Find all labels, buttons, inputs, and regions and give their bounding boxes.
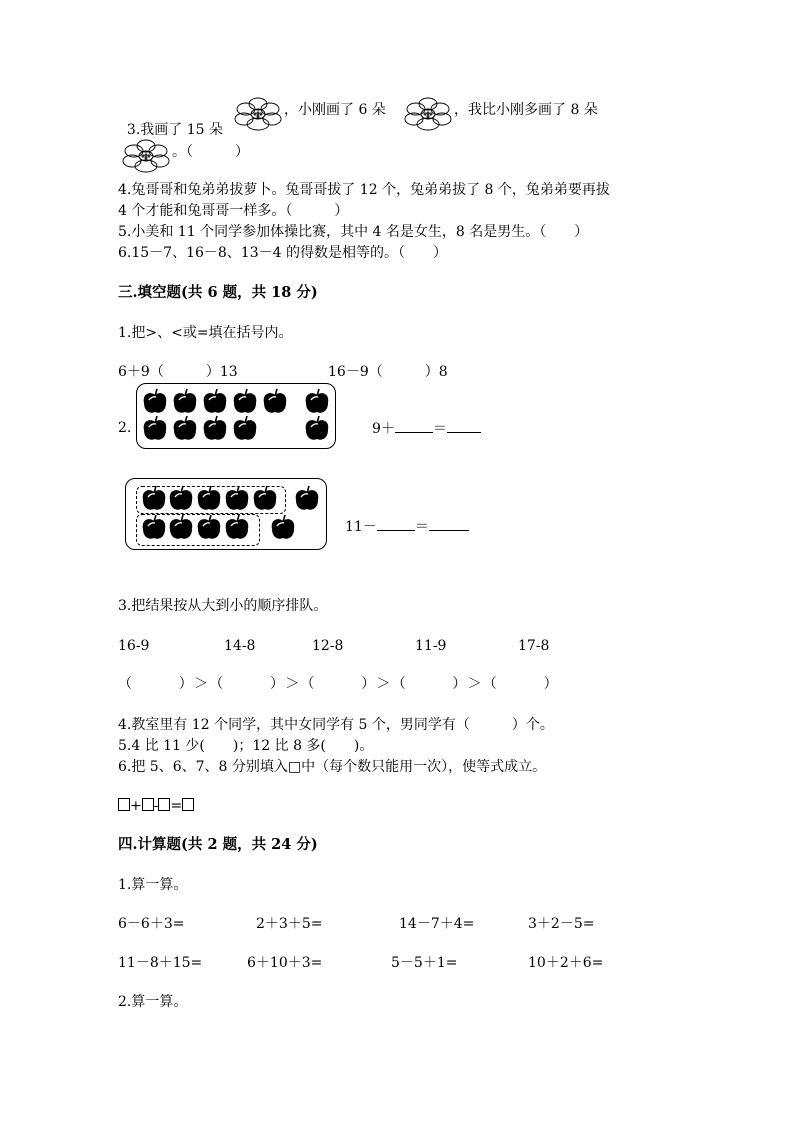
apple-icon bbox=[272, 515, 295, 539]
section4-title: 四.计算题(共 2 题，共 24 分) bbox=[118, 836, 318, 853]
q2-3-text-a: 3.我画了 15 朵 bbox=[126, 122, 223, 138]
apple-icon bbox=[204, 416, 227, 440]
apple-icon bbox=[264, 389, 287, 413]
flower-icon bbox=[122, 138, 170, 174]
q2-6-line: 6.15－7、16－8、13－4 的得数是相等的。（ ） bbox=[118, 245, 447, 261]
plus-sign: + bbox=[130, 798, 142, 814]
apple-icon bbox=[234, 416, 257, 440]
eq2-blank-2[interactable] bbox=[429, 516, 469, 531]
s4-q1-prompt: 1.算一算。 bbox=[118, 877, 188, 893]
calc-1-2: 2＋3＋5= bbox=[256, 916, 323, 932]
eq2-equals: ＝ bbox=[414, 519, 429, 535]
apple-icon bbox=[170, 486, 193, 510]
minus-sign: - bbox=[153, 798, 159, 814]
s3-q3-order-line: （ ）＞（ ）＞（ ）＞（ ）＞（ ） bbox=[118, 676, 559, 692]
apple-icon bbox=[144, 416, 167, 440]
flower-icon bbox=[234, 96, 282, 132]
apple-icon bbox=[144, 389, 167, 413]
apple-icon bbox=[226, 486, 249, 510]
q2-3-text-b: ，小刚画了 6 朵 bbox=[284, 102, 386, 118]
eq1-blank-1[interactable] bbox=[395, 418, 433, 433]
empty-box-3[interactable] bbox=[158, 798, 170, 811]
section3-title: 三.填空题(共 6 题，共 18 分) bbox=[118, 284, 318, 301]
apple-icon bbox=[170, 515, 193, 539]
s3-q3-expr-5: 17-8 bbox=[518, 638, 550, 654]
eq1-prefix: 9＋ bbox=[372, 421, 395, 437]
calc-2-1: 11－8＋15= bbox=[118, 955, 203, 971]
eq2-prefix: 11－ bbox=[345, 519, 377, 535]
apple-group-1 bbox=[136, 383, 336, 449]
q2-4-line1: 4.兔哥哥和兔弟弟拔萝卜。兔哥哥拔了 12 个，兔弟弟拔了 8 个，兔弟弟要再拔 bbox=[118, 182, 610, 198]
s3-q1-left: 6＋9（ ）13 bbox=[118, 364, 238, 380]
apple-icon bbox=[174, 389, 197, 413]
s3-q1-right: 16－9（ ）8 bbox=[328, 364, 448, 380]
calc-2-2: 6＋10＋3= bbox=[247, 955, 323, 971]
s3-q3-expr-1: 16-9 bbox=[118, 638, 150, 654]
apple-group-2 bbox=[125, 478, 329, 550]
s3-q3-prompt: 3.把结果按从大到小的顺序排队。 bbox=[118, 598, 328, 614]
calc-1-3: 14－7＋4= bbox=[399, 916, 475, 932]
apple-icon bbox=[254, 486, 277, 510]
s3-q2-number: 2. bbox=[118, 420, 132, 436]
apple-icon bbox=[174, 416, 197, 440]
eq1-blank-2[interactable] bbox=[447, 418, 481, 433]
s3-q6-prompt: 6.把 5、6、7、8 分别填入□中（每个数只能用一次），使等式成立。 bbox=[118, 759, 547, 775]
apple-icon bbox=[296, 486, 319, 510]
apple-icon bbox=[198, 486, 221, 510]
apple-icon bbox=[198, 515, 221, 539]
apple-icon bbox=[143, 515, 166, 539]
apple-icon bbox=[204, 389, 227, 413]
q2-3-text-d: 。（ ） bbox=[172, 144, 249, 160]
s4-q2-prompt: 2.算一算。 bbox=[118, 994, 188, 1010]
calc-1-4: 3＋2－5= bbox=[528, 916, 595, 932]
equals-sign: = bbox=[170, 798, 183, 814]
empty-box-2[interactable] bbox=[142, 798, 154, 811]
apple-icon bbox=[306, 389, 329, 413]
q2-3-text-c: ，我比小刚多画了 8 朵 bbox=[454, 102, 598, 118]
s3-q3-expr-3: 12-8 bbox=[312, 638, 344, 654]
calc-1-1: 6－6＋3= bbox=[118, 916, 185, 932]
s3-q2-eq2 bbox=[345, 516, 469, 537]
s3-q2-eq1 bbox=[372, 418, 481, 439]
calc-2-4: 10＋2＋6= bbox=[528, 955, 604, 971]
q2-3-line1 bbox=[118, 100, 223, 140]
apple-icon bbox=[143, 486, 166, 510]
apple-icon bbox=[226, 515, 249, 539]
eq2-blank-1[interactable] bbox=[377, 516, 415, 531]
s3-q3-expr-4: 11-9 bbox=[415, 638, 447, 654]
empty-box-4[interactable] bbox=[182, 798, 194, 811]
s3-q3-expr-2: 14-8 bbox=[224, 638, 256, 654]
q2-4-line2: 4 个才能和兔哥哥一样多。（ ） bbox=[118, 203, 349, 219]
eq1-equals: ＝ bbox=[432, 421, 447, 437]
flower-icon bbox=[404, 96, 452, 132]
s3-q1-prompt: 1.把>、<或=填在括号内。 bbox=[118, 325, 293, 341]
s3-q6-equation bbox=[118, 796, 194, 816]
apple-icon bbox=[306, 416, 329, 440]
apple-icon bbox=[234, 389, 257, 413]
q2-5-line: 5.小美和 11 个同学参加体操比赛，其中 4 名是女生，8 名是男生。（ ） bbox=[118, 224, 589, 240]
s3-q5: 5.4 比 11 少( )；12 比 8 多( )。 bbox=[118, 738, 374, 754]
s3-q4: 4.教室里有 12 个同学，其中女同学有 5 个，男同学有（ ）个。 bbox=[118, 717, 554, 733]
calc-2-3: 5－5＋1= bbox=[391, 955, 458, 971]
empty-box-1[interactable] bbox=[118, 798, 130, 811]
